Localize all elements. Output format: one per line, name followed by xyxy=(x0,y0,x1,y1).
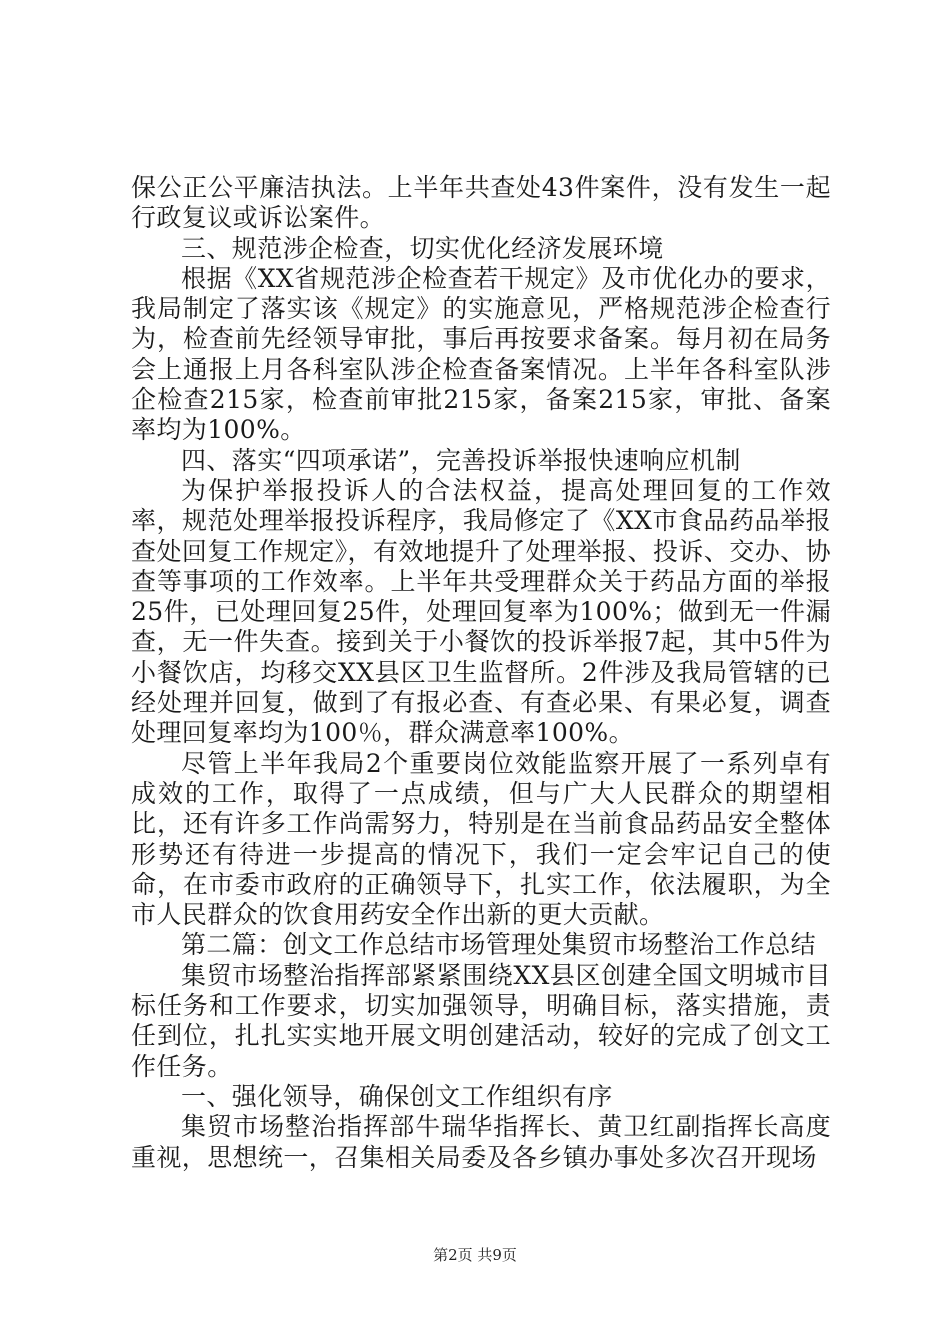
paragraph-1: 保公正公平廉洁执法。上半年共查处43件案件，没有发生一起行政复议或诉讼案件。 xyxy=(131,173,831,233)
paragraph-4: 尽管上半年我局2个重要岗位效能监察开展了一系列卓有成效的工作，取得了一点成绩，但与广大人民群众的期望相比，还有许多工作尚需努力，特别是在当前食品药品安全整体形势还有待进一步提高的情况下，我们一定会牢记自己的使命，在市委市政府的正确领导下，扎实工作，依法履职，为全市人民群众的饮食用药安全作出新的更大贡献。 xyxy=(131,748,831,930)
page-number: 第2页 共9页 xyxy=(433,1246,517,1264)
document-body xyxy=(131,173,831,1173)
part-two-title: 第二篇：创文工作总结市场管理处集贸市场整治工作总结 xyxy=(181,930,817,960)
paragraph-5: 集贸市场整治指挥部紧紧围绕XX县区创建全国文明城市目标任务和工作要求，切实加强领导，明确目标，落实措施，责任到位，扎扎实实地开展文明创建活动，较好的完成了创文工作任务。 xyxy=(131,960,831,1081)
section-heading-3: 三、规范涉企检查，切实优化经济发展环境 xyxy=(181,233,664,263)
section-heading-4: 四、落实“四项承诺”，完善投诉举报快速响应机制 xyxy=(181,445,741,475)
paragraph-2: 根据《XX省规范涉企检查若干规定》及市优化办的要求，我局制定了落实该《规定》的实施意见，严格规范涉企检查行为，检查前先经领导审批，事后再按要求备案。每月初在局务会上通报上月各科室队涉企检查备案情况。上半年各科室队涉企检查215家，检查前审批215家，备案215家，审批、备案率均为100%。 xyxy=(131,263,831,445)
paragraph-6: 集贸市场整治指挥部牛瑞华指挥长、黄卫红副指挥长高度重视，思想统一，召集相关局委及各乡镇办事处多次召开现场 xyxy=(131,1112,831,1172)
section-heading-1: 一、强化领导，确保创文工作组织有序 xyxy=(181,1081,613,1111)
paragraph-3: 为保护举报投诉人的合法权益，提高处理回复的工作效率，规范处理举报投诉程序，我局修定了《XX市食品药品举报查处回复工作规定》，有效地提升了处理举报、投诉、交办、协查等事项的工作效率。上半年共受理群众关于药品方面的举报25件，已处理回复25件，处理回复率为100%；做到无一件漏查，无一件失查。接到关于小餐饮的投诉举报7起，其中5件为小餐饮店，均移交XX县区卫生监督所。2件涉及我局管辖的已经处理并回复，做到了有报必查、有查必果、有果必复，调查处理回复率均为100％，群众满意率100%。 xyxy=(131,475,831,748)
